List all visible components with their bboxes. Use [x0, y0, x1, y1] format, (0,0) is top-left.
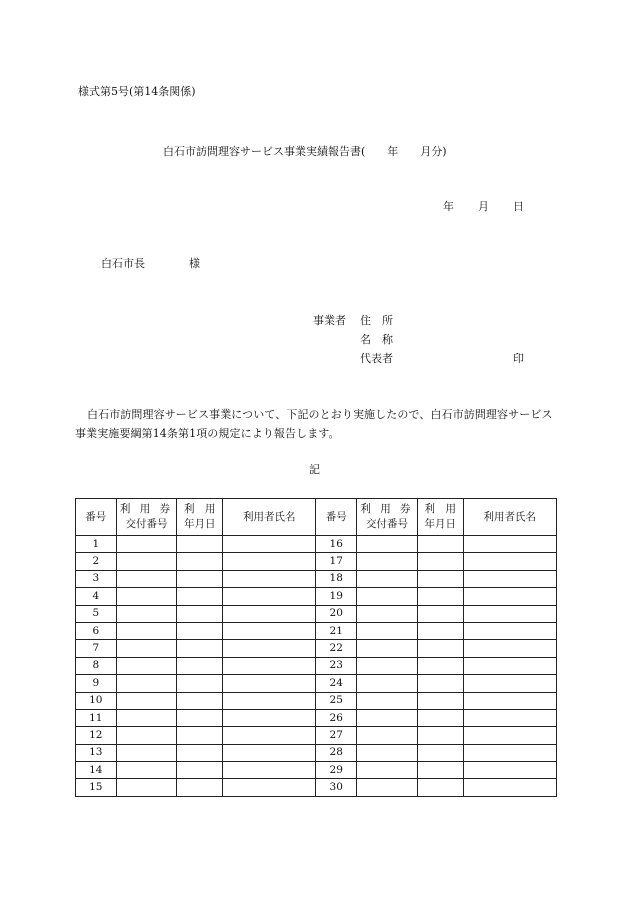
usage-date-cell	[177, 779, 223, 796]
header-no: 番号	[76, 499, 117, 536]
header-name: 利用者氏名	[463, 499, 556, 536]
user-name-cell	[463, 762, 556, 779]
user-name-cell	[223, 640, 316, 657]
addressee-honorific: 様	[189, 257, 200, 270]
operator-address-label: 住 所	[360, 314, 393, 327]
user-name-cell	[463, 588, 556, 605]
usage-date-cell	[417, 536, 463, 553]
ticket-number-cell	[357, 657, 418, 674]
date-line	[443, 198, 524, 214]
user-name-cell	[223, 779, 316, 796]
date-year-label: 年	[443, 200, 454, 213]
row-number-cell: 29	[316, 762, 357, 779]
ticket-number-cell	[357, 588, 418, 605]
row-number-cell: 22	[316, 640, 357, 657]
date-day-label: 日	[513, 200, 524, 213]
ticket-number-cell	[357, 727, 418, 744]
usage-date-cell	[177, 657, 223, 674]
row-number-cell: 28	[316, 744, 357, 761]
addressee-name: 白石市長	[101, 257, 145, 270]
header-ticket	[116, 499, 177, 536]
ticket-number-cell	[116, 536, 177, 553]
row-number-cell: 1	[76, 536, 117, 553]
header-date	[177, 499, 223, 536]
user-name-cell	[223, 622, 316, 639]
user-name-cell	[463, 622, 556, 639]
table-row	[76, 657, 557, 674]
user-name-cell	[223, 536, 316, 553]
header-ticket-line1: 利 用 券	[119, 503, 174, 515]
user-name-cell	[463, 657, 556, 674]
user-name-cell	[223, 675, 316, 692]
usage-date-cell	[177, 588, 223, 605]
usage-date-cell	[417, 640, 463, 657]
table-row	[76, 588, 557, 605]
table-row	[76, 709, 557, 726]
operator-name-label: 名 称	[360, 333, 393, 346]
ticket-number-cell	[116, 640, 177, 657]
table-row	[76, 744, 557, 761]
ticket-number-cell	[357, 709, 418, 726]
document-title: 白石市訪問理容サービス事業実績報告書( 年 月分)	[163, 145, 447, 158]
ki-heading: 記	[309, 463, 320, 476]
ticket-number-cell	[357, 779, 418, 796]
row-number-cell: 8	[76, 657, 117, 674]
table-row	[76, 553, 557, 570]
table-row	[76, 675, 557, 692]
table-row	[76, 692, 557, 709]
user-name-cell	[463, 675, 556, 692]
row-number-cell: 3	[76, 570, 117, 587]
usage-date-cell	[177, 709, 223, 726]
ticket-number-cell	[357, 605, 418, 622]
user-name-cell	[223, 727, 316, 744]
row-number-cell: 27	[316, 727, 357, 744]
user-name-cell	[223, 762, 316, 779]
operator-label: 事業者	[313, 314, 346, 327]
row-number-cell: 23	[316, 657, 357, 674]
ticket-number-cell	[357, 536, 418, 553]
usage-date-cell	[177, 622, 223, 639]
ticket-number-cell	[116, 605, 177, 622]
user-name-cell	[223, 570, 316, 587]
user-name-cell	[223, 692, 316, 709]
row-number-cell: 13	[76, 744, 117, 761]
row-number-cell: 5	[76, 605, 117, 622]
row-number-cell: 17	[316, 553, 357, 570]
form-number: 様式第5号(第14条関係)	[78, 85, 196, 98]
user-name-cell	[223, 709, 316, 726]
user-name-cell	[463, 709, 556, 726]
user-name-cell	[463, 553, 556, 570]
row-number-cell: 19	[316, 588, 357, 605]
ticket-number-cell	[357, 570, 418, 587]
usage-date-cell	[177, 727, 223, 744]
table-row	[76, 622, 557, 639]
usage-date-cell	[177, 692, 223, 709]
user-name-cell	[223, 588, 316, 605]
row-number-cell: 24	[316, 675, 357, 692]
usage-date-cell	[177, 605, 223, 622]
usage-date-cell	[417, 709, 463, 726]
seal-mark: 印	[513, 352, 524, 365]
table-header-row	[76, 499, 557, 536]
row-number-cell: 26	[316, 709, 357, 726]
table-row	[76, 536, 557, 553]
user-name-cell	[463, 744, 556, 761]
ticket-number-cell	[116, 762, 177, 779]
row-number-cell: 10	[76, 692, 117, 709]
usage-date-cell	[177, 570, 223, 587]
ticket-number-cell	[116, 553, 177, 570]
usage-date-cell	[417, 779, 463, 796]
report-table	[75, 498, 557, 797]
user-name-cell	[223, 744, 316, 761]
ticket-number-cell	[116, 570, 177, 587]
usage-date-cell	[417, 588, 463, 605]
user-name-cell	[463, 640, 556, 657]
usage-date-cell	[177, 640, 223, 657]
row-number-cell: 15	[76, 779, 117, 796]
header-ticket-line1: 利 用 券	[360, 503, 414, 515]
row-number-cell: 2	[76, 553, 117, 570]
ticket-number-cell	[357, 762, 418, 779]
usage-date-cell	[177, 536, 223, 553]
header-ticket-line2: 交付番号	[125, 518, 168, 530]
row-number-cell: 20	[316, 605, 357, 622]
usage-date-cell	[417, 570, 463, 587]
row-number-cell: 30	[316, 779, 357, 796]
table-row	[76, 640, 557, 657]
header-date-line1: 利 用	[184, 503, 216, 515]
date-month-label: 月	[478, 200, 489, 213]
user-name-cell	[463, 605, 556, 622]
table-row	[76, 605, 557, 622]
ticket-number-cell	[116, 692, 177, 709]
row-number-cell: 21	[316, 622, 357, 639]
table-row	[76, 762, 557, 779]
usage-date-cell	[177, 762, 223, 779]
ticket-number-cell	[357, 744, 418, 761]
row-number-cell: 12	[76, 727, 117, 744]
row-number-cell: 6	[76, 622, 117, 639]
table-row	[76, 779, 557, 796]
ticket-number-cell	[116, 779, 177, 796]
body-paragraph: 白石市訪問理容サービス事業について、下記のとおり実施したので、白石市訪問理容サービス事業実施要綱第14条第1項の規定により報告します。	[75, 408, 553, 440]
usage-date-cell	[417, 622, 463, 639]
ticket-number-cell	[357, 640, 418, 657]
ticket-number-cell	[116, 709, 177, 726]
user-name-cell	[223, 605, 316, 622]
row-number-cell: 16	[316, 536, 357, 553]
usage-date-cell	[417, 744, 463, 761]
ticket-number-cell	[116, 657, 177, 674]
ticket-number-cell	[116, 622, 177, 639]
table-row	[76, 727, 557, 744]
usage-date-cell	[177, 553, 223, 570]
ticket-number-cell	[357, 553, 418, 570]
row-number-cell: 11	[76, 709, 117, 726]
usage-date-cell	[417, 762, 463, 779]
header-ticket-line2: 交付番号	[365, 518, 408, 530]
user-name-cell	[463, 692, 556, 709]
row-number-cell: 25	[316, 692, 357, 709]
addressee	[101, 255, 200, 271]
ticket-number-cell	[357, 622, 418, 639]
row-number-cell: 18	[316, 570, 357, 587]
ticket-number-cell	[357, 692, 418, 709]
usage-date-cell	[417, 692, 463, 709]
usage-date-cell	[417, 675, 463, 692]
usage-date-cell	[177, 744, 223, 761]
user-name-cell	[463, 779, 556, 796]
ticket-number-cell	[116, 588, 177, 605]
row-number-cell: 9	[76, 675, 117, 692]
usage-date-cell	[417, 553, 463, 570]
usage-date-cell	[417, 657, 463, 674]
ticket-number-cell	[116, 744, 177, 761]
operator-representative-label: 代表者	[360, 352, 393, 365]
user-name-cell	[463, 536, 556, 553]
usage-date-cell	[417, 727, 463, 744]
row-number-cell: 14	[76, 762, 117, 779]
header-date-line2: 年月日	[424, 518, 456, 530]
user-name-cell	[223, 553, 316, 570]
usage-date-cell	[177, 675, 223, 692]
user-name-cell	[463, 570, 556, 587]
header-ticket	[357, 499, 418, 536]
header-name: 利用者氏名	[223, 499, 316, 536]
usage-date-cell	[417, 605, 463, 622]
header-date	[417, 499, 463, 536]
row-number-cell: 7	[76, 640, 117, 657]
user-name-cell	[463, 727, 556, 744]
row-number-cell: 4	[76, 588, 117, 605]
ticket-number-cell	[357, 675, 418, 692]
user-name-cell	[223, 657, 316, 674]
header-no: 番号	[316, 499, 357, 536]
ticket-number-cell	[116, 675, 177, 692]
ticket-number-cell	[116, 727, 177, 744]
header-date-line2: 年月日	[184, 518, 216, 530]
table-row	[76, 570, 557, 587]
header-date-line1: 利 用	[424, 503, 456, 515]
